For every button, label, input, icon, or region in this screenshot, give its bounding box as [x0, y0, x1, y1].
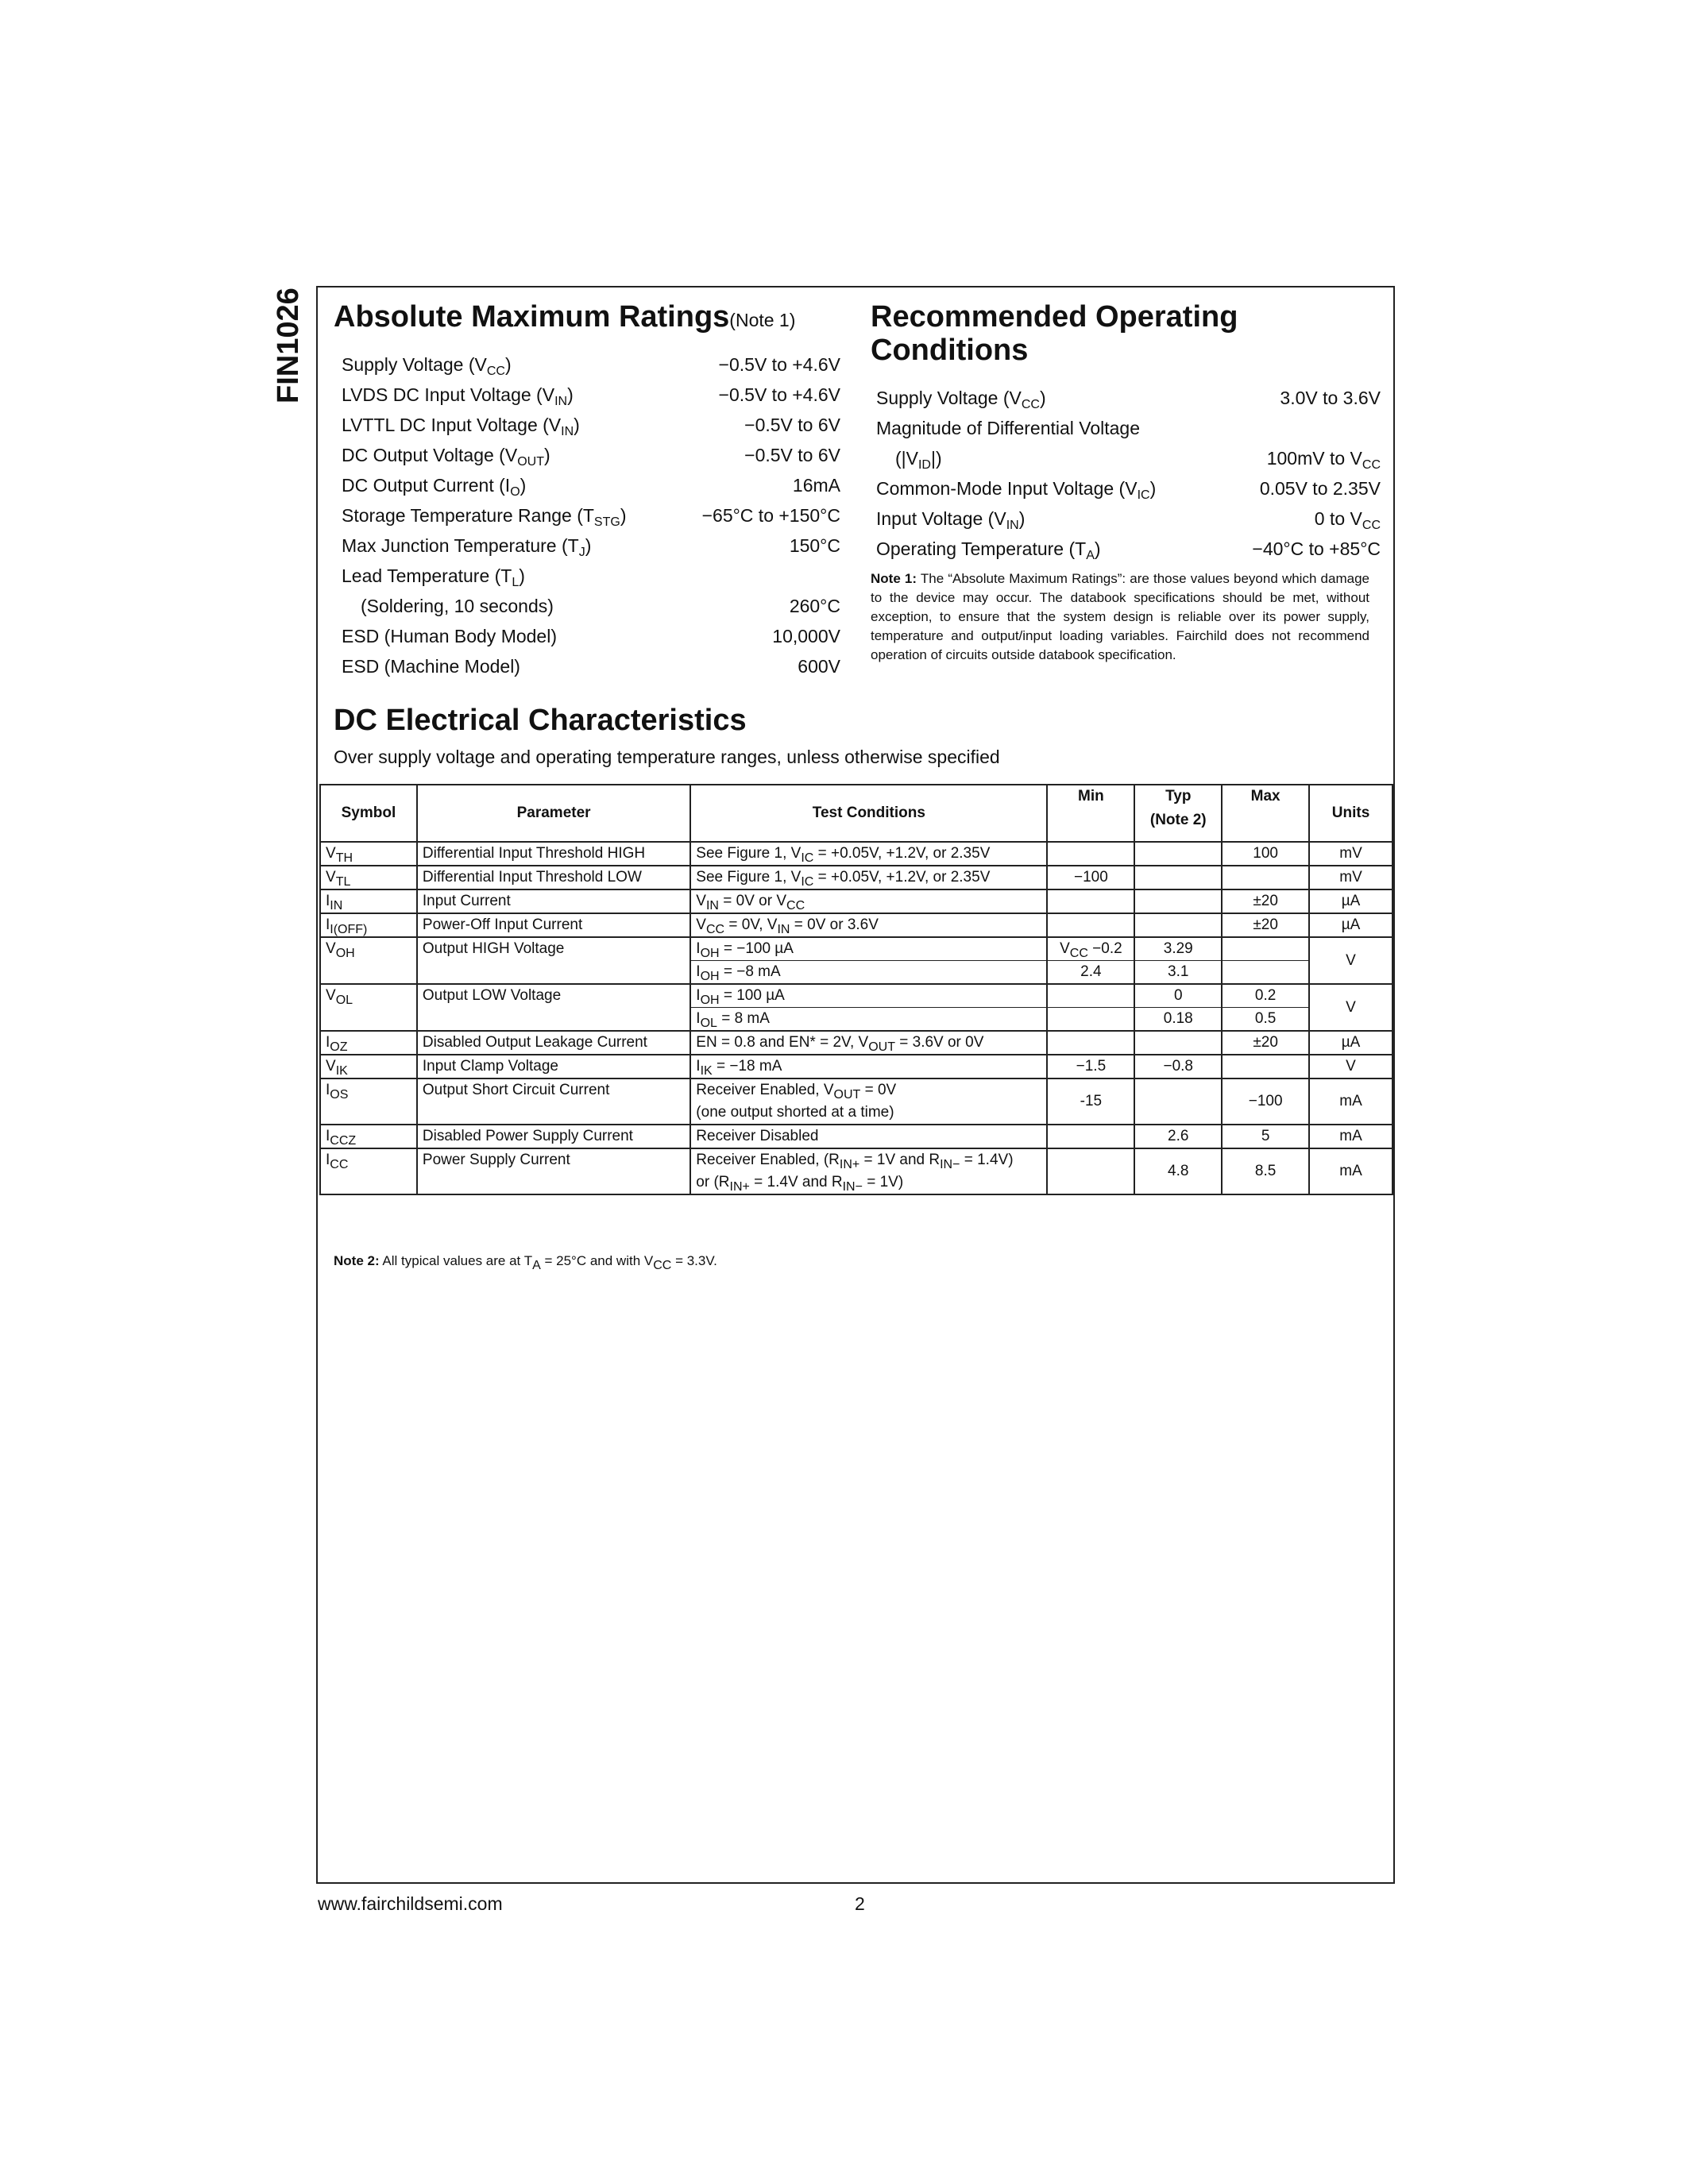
table-row-ios: $I_{OS}$ Output Short Circuit Current Receiver Enabled, $V_{OUT} = 0V$ (one output shorted at a time) -15 −100 mA [320, 1078, 1393, 1125]
table-row-iin: $I_{IN}$ Input Current $V_{IN} = 0V$ or $V_{CC}$ ±20 µA [320, 889, 1393, 913]
amr-label: (Soldering, 10 seconds) [361, 596, 554, 616]
roc-title: Recommended Operating Conditions [871, 300, 1238, 367]
header-parameter: Parameter [417, 785, 690, 842]
table-row-voh-2: $I_{OH} = -8$ mA 2.4 3.1 [320, 961, 1393, 985]
amr-title: Absolute Maximum Ratings(Note 1) [334, 300, 796, 334]
table-row-vol-2: $I_{OL} = 8$ mA 0.18 0.5 [320, 1008, 1393, 1032]
roc-row [876, 473, 1381, 504]
roc-label: Input Voltage $(V_{IN})$ [876, 508, 1026, 532]
amr-value: −0.5V to 6V [744, 415, 840, 435]
roc-row [876, 413, 1381, 443]
amr-row [342, 591, 840, 621]
table-header [320, 785, 1393, 842]
footer-url[interactable]: www.fairchildsemi.com [318, 1893, 503, 1914]
header-typ: Typ (Note 2) [1134, 785, 1222, 842]
header-conditions: Test Conditions [690, 785, 1047, 842]
header-min: Min [1047, 785, 1134, 842]
amr-label: ESD (Human Body Model) [342, 626, 557, 646]
roc-list [876, 383, 1381, 564]
roc-label: Operating Temperature $(T_A)$ [876, 538, 1101, 562]
roc-label: Magnitude of Differential Voltage [876, 418, 1141, 438]
amr-value: −0.5V to +4.6V [718, 354, 840, 375]
dc-intro: Over supply voltage and operating temperature ranges, unless otherwise specified [334, 747, 1000, 767]
header-units: Units [1309, 785, 1393, 842]
amr-row [342, 531, 840, 561]
roc-row [876, 534, 1381, 564]
amr-label: Max Junction Temperature $(T_J)$ [342, 535, 592, 559]
amr-value: −65°C to +150°C [701, 505, 840, 526]
amr-label: DC Output Current $(I_O)$ [342, 475, 527, 499]
amr-row [342, 621, 840, 651]
roc-row [876, 443, 1381, 473]
header-max: Max [1222, 785, 1309, 842]
roc-label: Common-Mode Input Voltage $(V_{IC})$ [876, 478, 1157, 502]
amr-value: 260°C [789, 596, 840, 616]
roc-label: Supply Voltage $(V_{CC})$ [876, 388, 1046, 411]
amr-label: Supply Voltage $(V_{CC})$ [342, 354, 512, 378]
roc-value: 100mV to $V_{CC}$ [1266, 448, 1381, 472]
roc-row [876, 383, 1381, 413]
table-row-voh: $V_{OH}$ Output HIGH Voltage $I_{OH} = -100$ µA $V_{CC} -0.2$ 3.29 V [320, 937, 1393, 961]
amr-label: LVDS DC Input Voltage $(V_{IN})$ [342, 384, 574, 408]
amr-label: Storage Temperature Range $(T_{STG})$ [342, 505, 627, 529]
side-part-number: FIN1026 [272, 287, 305, 403]
roc-value: 3.0V to 3.6V [1280, 388, 1381, 408]
roc-value: 0.05V to 2.35V [1259, 478, 1381, 499]
roc-value: −40°C to +85°C [1252, 538, 1381, 559]
table-row-icc: $I_{CC}$ Power Supply Current Receiver Enabled, ($R_{IN+} = 1V$ and $R_{IN-} = 1.4V$) or ($R_{IN+} = 1.4V$ and $R_{IN-} = 1V$) 4.8 8.5 mA [320, 1148, 1393, 1194]
note-2: Note 2: All typical values are at $T_A = 25^\circ C$ and with $V_{CC} = 3.3V$. [334, 1253, 717, 1272]
amr-row [342, 500, 840, 531]
roc-value: 0 to $V_{CC}$ [1314, 508, 1381, 532]
amr-label: Lead Temperature $(T_L)$ [342, 565, 525, 589]
note-1: Note 1: The “Absolute Maximum Ratings”: are those values beyond which damage to the device may occur. The databook specifications should be met, without exception, to ensure that the system design is reliable over its power supply, temperature and output/input loading variables. Fairchild does not recommend operation of circuits outside databook specification. [871, 571, 1369, 662]
amr-value: 16mA [792, 475, 840, 496]
amr-row [342, 440, 840, 470]
amr-list [342, 349, 840, 681]
amr-label: LVTTL DC Input Voltage $(V_{IN})$ [342, 415, 580, 438]
roc-row [876, 504, 1381, 534]
table-row-vik: $V_{IK}$ Input Clamp Voltage $I_{IK} = -18$ mA −1.5 −0.8 V [320, 1055, 1393, 1078]
amr-value: −0.5V to 6V [744, 445, 840, 465]
amr-row [342, 410, 840, 440]
dc-table [319, 784, 1393, 1195]
dc-title: DC Electrical Characteristics [334, 704, 747, 737]
header-symbol: Symbol [320, 785, 417, 842]
amr-label: ESD (Machine Model) [342, 656, 520, 677]
table-row-ioz: $I_{OZ}$ Disabled Output Leakage Current EN = 0.8 and EN* = 2V, $V_{OUT} = 3.6V$ or 0V ±20 µA [320, 1031, 1393, 1055]
amr-row [342, 651, 840, 681]
table-row-vtl: $V_{TL}$ Differential Input Threshold LOW See Figure 1, $V_{IC} = +0.05V$, +1.2V, or 2.35V −100 mV [320, 866, 1393, 889]
amr-row [342, 470, 840, 500]
table-row-vth: $V_{TH}$ Differential Input Threshold HIGH See Figure 1, $V_{IC} = +0.05V$, +1.2V, or 2.35V 100 mV [320, 842, 1393, 866]
amr-note-ref: (Note 1) [729, 310, 796, 330]
roc-label: $(|V_{ID}|)$ [895, 448, 942, 472]
amr-row [342, 349, 840, 380]
amr-row [342, 380, 840, 410]
table-row-ioff: $I_{I(OFF)}$ Power-Off Input Current $V_{CC} = 0V$, $V_{IN} = 0V$ or 3.6V ±20 µA [320, 913, 1393, 937]
amr-label: DC Output Voltage $(V_{OUT})$ [342, 445, 550, 469]
table-row-vol: $V_{OL}$ Output LOW Voltage $I_{OH} = 100$ µA 0 0.2 V [320, 984, 1393, 1008]
amr-value: 10,000V [772, 626, 840, 646]
amr-value: 150°C [789, 535, 840, 556]
amr-row [342, 561, 840, 591]
amr-value: 600V [798, 656, 840, 677]
page-number: 2 [855, 1893, 865, 1914]
table-row-iccz: $I_{CCZ}$ Disabled Power Supply Current Receiver Disabled 2.6 5 mA [320, 1125, 1393, 1148]
amr-value: −0.5V to +4.6V [718, 384, 840, 405]
